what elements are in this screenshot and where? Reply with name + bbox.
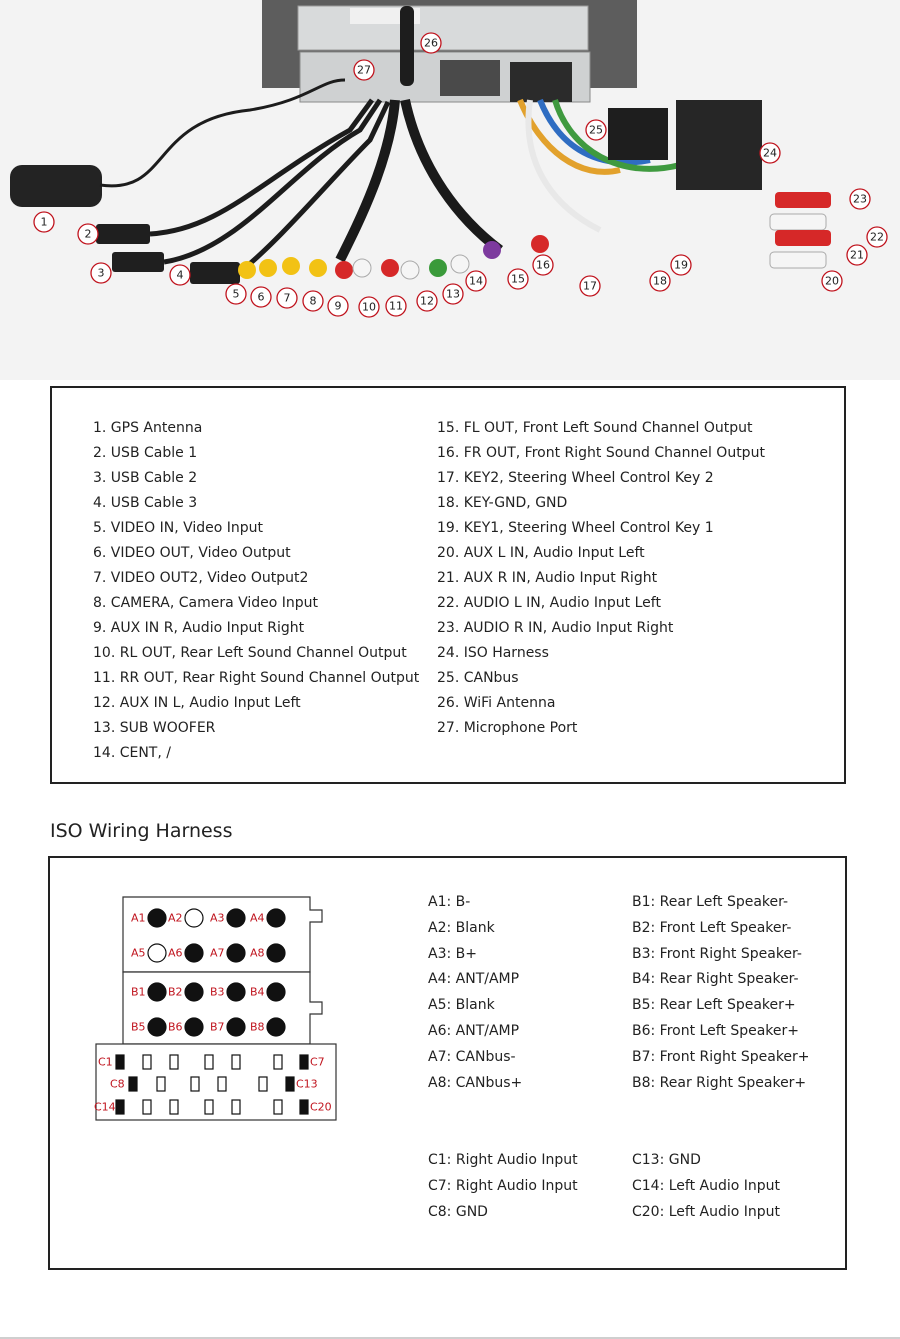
legend-item: 2. USB Cable 1 xyxy=(93,445,198,461)
iso-section-title: ISO Wiring Harness xyxy=(50,820,233,842)
callout-7 xyxy=(277,288,297,308)
callout-24 xyxy=(760,143,780,163)
svg-text:20: 20 xyxy=(825,274,839,288)
pin-c-row2-3 xyxy=(232,1100,240,1114)
pin-label: A6 xyxy=(168,946,183,960)
pin-label: C14 xyxy=(94,1100,116,1114)
svg-text:2: 2 xyxy=(84,227,92,241)
svg-text:11: 11 xyxy=(389,299,403,313)
iso-pin-description: B1: Rear Left Speaker- xyxy=(632,894,789,910)
pin-label: C1 xyxy=(98,1055,113,1069)
iso-pin-description: C7: Right Audio Input xyxy=(428,1177,578,1194)
svg-text:1: 1 xyxy=(40,215,48,229)
callout-11 xyxy=(386,296,406,316)
pin-c-row2-end xyxy=(300,1100,308,1114)
pin-label: B4 xyxy=(250,985,265,999)
rca-bundle-left xyxy=(340,100,395,260)
pin-c-row0-4 xyxy=(274,1055,282,1069)
legend-item: 22. AUDIO L IN, Audio Input Left xyxy=(437,595,661,611)
svg-text:9: 9 xyxy=(334,299,342,313)
svg-text:6: 6 xyxy=(257,290,265,304)
usb-plug-2 xyxy=(112,252,164,272)
component-legend xyxy=(50,386,846,784)
svg-text:25: 25 xyxy=(589,123,603,137)
iso-pin-description: B8: Rear Right Speaker+ xyxy=(632,1074,807,1091)
callout-13 xyxy=(443,284,463,304)
legend-item: 27. Microphone Port xyxy=(437,720,578,736)
canbus-box xyxy=(608,108,668,160)
legend-item: 15. FL OUT, Front Left Sound Channel Output xyxy=(437,420,753,436)
pin-c-row2-1 xyxy=(170,1100,178,1114)
iso-pin-description: B7: Front Right Speaker+ xyxy=(632,1048,810,1065)
callout-21 xyxy=(847,245,867,265)
pin-a4 xyxy=(267,909,285,927)
svg-text:19: 19 xyxy=(674,258,688,272)
pin-label: B8 xyxy=(250,1020,265,1034)
pin-b3 xyxy=(227,983,245,1001)
svg-text:8: 8 xyxy=(309,294,317,308)
callout-25 xyxy=(586,120,606,140)
iso-pin-description: B5: Rear Left Speaker+ xyxy=(632,997,796,1014)
callout-2 xyxy=(78,224,98,244)
pin-c-row2-0 xyxy=(143,1100,151,1114)
callout-17 xyxy=(580,276,600,296)
callout-27 xyxy=(354,60,374,80)
svg-text:18: 18 xyxy=(653,274,667,288)
svg-text:5: 5 xyxy=(232,287,240,301)
legend-item: 1. GPS Antenna xyxy=(93,420,203,436)
callout-18 xyxy=(650,271,670,291)
callout-23 xyxy=(850,189,870,209)
svg-text:12: 12 xyxy=(420,294,434,308)
legend-item: 21. AUX R IN, Audio Input Right xyxy=(437,570,658,586)
svg-text:23: 23 xyxy=(853,192,867,206)
callout-6 xyxy=(251,287,271,307)
pin-a5 xyxy=(148,944,166,962)
pin-b6 xyxy=(185,1018,203,1036)
pin-a3 xyxy=(227,909,245,927)
pin-label: C7 xyxy=(310,1055,325,1069)
head-unit-chassis xyxy=(298,6,588,50)
callout-10 xyxy=(359,297,379,317)
svg-text:17: 17 xyxy=(583,279,597,293)
svg-text:4: 4 xyxy=(176,268,184,282)
iso-column-a xyxy=(428,890,522,1096)
pin-label: B2 xyxy=(168,985,183,999)
pin-b2 xyxy=(185,983,203,1001)
usb-plug-1 xyxy=(96,224,150,244)
iso-pin-description: A3: B+ xyxy=(428,945,477,962)
iso-column-c2 xyxy=(632,1148,780,1225)
pin-a7 xyxy=(227,944,245,962)
iso-pin-description: B6: Front Left Speaker+ xyxy=(632,1022,800,1039)
pin-b1 xyxy=(148,983,166,1001)
wifi-antenna xyxy=(400,6,414,86)
svg-text:14: 14 xyxy=(469,274,483,288)
iso-pin-description: C20: Left Audio Input xyxy=(632,1203,781,1220)
legend-item: 10. RL OUT, Rear Left Sound Channel Output xyxy=(93,645,407,661)
iso-wiring-panel xyxy=(48,856,847,1270)
pin-label: C8 xyxy=(110,1077,125,1091)
iso-connector-diagram xyxy=(90,892,350,1132)
callout-4 xyxy=(170,265,190,285)
product-photo xyxy=(0,0,900,380)
pin-c-row0-1 xyxy=(170,1055,178,1069)
pin-c-row1-3 xyxy=(259,1077,267,1091)
pin-label: A7 xyxy=(210,946,225,960)
pin-b5 xyxy=(148,1018,166,1036)
svg-text:16: 16 xyxy=(536,258,550,272)
callout-9 xyxy=(328,296,348,316)
callout-26 xyxy=(421,33,441,53)
iso-pin-description: A4: ANT/AMP xyxy=(428,971,520,988)
iso-pin-description: B4: Rear Right Speaker- xyxy=(632,971,799,988)
legend-item: 4. USB Cable 3 xyxy=(93,495,198,511)
pin-label: A3 xyxy=(210,911,225,925)
legend-item: 25. CANbus xyxy=(437,670,519,686)
pin-a8 xyxy=(267,944,285,962)
pin-c-row0-2 xyxy=(205,1055,213,1069)
callout-3 xyxy=(91,263,111,283)
iso-pin-description: B3: Front Right Speaker- xyxy=(632,945,802,962)
pin-label: A1 xyxy=(131,911,146,925)
iso-pin-description: A2: Blank xyxy=(428,919,495,936)
legend-item: 16. FR OUT, Front Right Sound Channel Output xyxy=(437,445,765,461)
callout-15 xyxy=(508,269,528,289)
pin-b8 xyxy=(267,1018,285,1036)
pin-label: B7 xyxy=(210,1020,225,1034)
iso-pin-description: B2: Front Left Speaker- xyxy=(632,919,792,936)
callout-12 xyxy=(417,291,437,311)
iso-pin-description: A8: CANbus+ xyxy=(428,1074,523,1091)
iso-harness-connector xyxy=(676,100,762,190)
iso-pin-description: A1: B- xyxy=(428,894,471,910)
legend-item: 24. ISO Harness xyxy=(437,645,549,661)
wiring-illustration xyxy=(0,0,900,380)
pin-c-row0-end xyxy=(300,1055,308,1069)
pin-label: B5 xyxy=(131,1020,146,1034)
svg-text:27: 27 xyxy=(357,63,371,77)
pin-label: C20 xyxy=(310,1100,332,1114)
rca-bundle-right xyxy=(405,100,500,250)
svg-text:21: 21 xyxy=(850,248,864,262)
legend-item: 5. VIDEO IN, Video Input xyxy=(93,520,264,536)
callout-22 xyxy=(867,227,887,247)
svg-text:15: 15 xyxy=(511,272,525,286)
pin-c-row1-end xyxy=(286,1077,294,1091)
rear-port-block xyxy=(440,60,500,96)
legend-item: 19. KEY1, Steering Wheel Control Key 1 xyxy=(437,520,714,536)
legend-right-column xyxy=(437,416,765,741)
callout-20 xyxy=(822,271,842,291)
iso-pin-description: C8: GND xyxy=(428,1203,488,1220)
pin-a1 xyxy=(148,909,166,927)
pin-label: B3 xyxy=(210,985,225,999)
iso-column-b xyxy=(632,890,810,1096)
pin-label: C13 xyxy=(296,1077,318,1091)
pin-a6 xyxy=(185,944,203,962)
pin-b4 xyxy=(267,983,285,1001)
legend-item: 14. CENT, / xyxy=(93,745,171,761)
legend-left-column xyxy=(93,416,419,766)
legend-item: 3. USB Cable 2 xyxy=(93,470,198,486)
pin-label: A2 xyxy=(168,911,183,925)
iso-pin-description: A7: CANbus- xyxy=(428,1048,516,1065)
svg-text:24: 24 xyxy=(763,146,777,160)
pin-label: A5 xyxy=(131,946,146,960)
usb-cable-1 xyxy=(150,100,372,234)
legend-item: 8. CAMERA, Camera Video Input xyxy=(93,595,319,611)
pin-c-row1-2 xyxy=(218,1077,226,1091)
callout-16 xyxy=(533,255,553,275)
pin-label: B1 xyxy=(131,985,146,999)
svg-text:3: 3 xyxy=(97,266,105,280)
legend-item: 12. AUX IN L, Audio Input Left xyxy=(93,695,301,711)
pin-c-row0-3 xyxy=(232,1055,240,1069)
pin-c-row1-0 xyxy=(157,1077,165,1091)
iso-pin-description: C13: GND xyxy=(632,1152,701,1168)
legend-item: 18. KEY-GND, GND xyxy=(437,495,568,511)
pin-label: A4 xyxy=(250,911,265,925)
main-harness-socket xyxy=(510,62,572,102)
svg-text:7: 7 xyxy=(283,291,291,305)
legend-item: 6. VIDEO OUT, Video Output xyxy=(93,545,291,561)
legend-item: 23. AUDIO R IN, Audio Input Right xyxy=(437,620,674,636)
rca-plugs xyxy=(238,235,549,279)
pin-c-row0-0 xyxy=(143,1055,151,1069)
callout-5 xyxy=(226,284,246,304)
iso-column-c1 xyxy=(428,1148,578,1225)
callout-1 xyxy=(34,212,54,232)
legend-item: 26. WiFi Antenna xyxy=(437,695,556,711)
pin-c-row1-1 xyxy=(191,1077,199,1091)
pin-c-row0-start xyxy=(116,1055,124,1069)
pin-c-row1-start xyxy=(129,1077,137,1091)
legend-item: 17. KEY2, Steering Wheel Control Key 2 xyxy=(437,470,714,486)
legend-item: 7. VIDEO OUT2, Video Output2 xyxy=(93,570,309,586)
legend-item: 13. SUB WOOFER xyxy=(93,720,216,736)
legend-item: 20. AUX L IN, Audio Input Left xyxy=(437,545,645,561)
iso-pin-description: C14: Left Audio Input xyxy=(632,1177,781,1194)
iso-pin-description: A6: ANT/AMP xyxy=(428,1022,520,1039)
svg-text:22: 22 xyxy=(870,230,884,244)
svg-text:13: 13 xyxy=(446,287,460,301)
usb-plug-3 xyxy=(190,262,240,284)
aux-rca-plugs xyxy=(770,192,831,268)
legend-item: 9. AUX IN R, Audio Input Right xyxy=(93,620,305,636)
svg-text:26: 26 xyxy=(424,36,438,50)
callout-8 xyxy=(303,291,323,311)
pin-c-row2-2 xyxy=(205,1100,213,1114)
pin-a2 xyxy=(185,909,203,927)
callout-19 xyxy=(671,255,691,275)
pin-label: B6 xyxy=(168,1020,183,1034)
pin-c-row2-4 xyxy=(274,1100,282,1114)
pin-c-row2-start xyxy=(116,1100,124,1114)
legend-item: 11. RR OUT, Rear Right Sound Channel Output xyxy=(93,670,420,686)
iso-pin-description: A5: Blank xyxy=(428,997,495,1014)
svg-text:10: 10 xyxy=(362,300,376,314)
gps-antenna xyxy=(10,165,102,207)
pin-label: A8 xyxy=(250,946,265,960)
pin-b7 xyxy=(227,1018,245,1036)
callout-14 xyxy=(466,271,486,291)
iso-pin-description: C1: Right Audio Input xyxy=(428,1152,578,1168)
